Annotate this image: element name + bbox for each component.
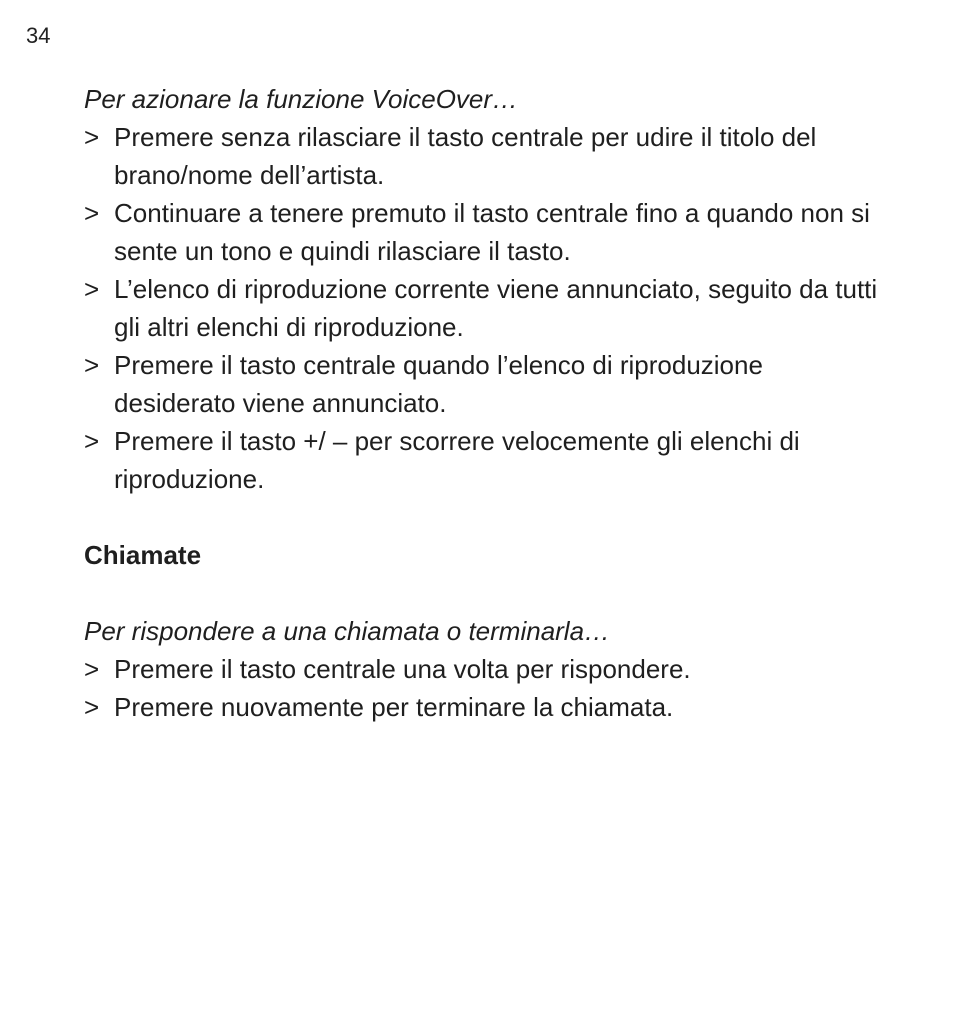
list-item bbox=[84, 194, 884, 270]
section-heading-calls: Chiamate bbox=[84, 540, 202, 570]
bullet-marker: > bbox=[84, 654, 100, 684]
page-number: 34 bbox=[26, 23, 51, 48]
step-text: Premere senza rilasciare il tasto centrale per udire il titolo del brano/nome dell’artista. bbox=[114, 122, 817, 190]
list-item bbox=[84, 118, 884, 194]
list-item bbox=[84, 688, 884, 726]
bullet-marker: > bbox=[84, 122, 100, 152]
step-text: Premere il tasto +/ – per scorrere velocemente gli elenchi di riproduzione. bbox=[114, 426, 800, 494]
bullet-marker: > bbox=[84, 350, 100, 380]
bullet-marker: > bbox=[84, 274, 100, 304]
list-item bbox=[84, 346, 884, 422]
bullet-marker: > bbox=[84, 426, 100, 456]
step-text: Premere il tasto centrale una volta per rispondere. bbox=[114, 654, 691, 684]
voiceover-steps-list bbox=[84, 118, 884, 498]
list-item bbox=[84, 270, 884, 346]
calls-intro: Per rispondere a una chiamata o terminarla… bbox=[84, 616, 611, 646]
step-text: Premere nuovamente per terminare la chiamata. bbox=[114, 692, 674, 722]
step-text: Premere il tasto centrale quando l’elenco di riproduzione desiderato viene annunciato. bbox=[114, 350, 763, 418]
calls-steps-list bbox=[84, 650, 884, 726]
list-item bbox=[84, 650, 884, 688]
step-text: L’elenco di riproduzione corrente viene annunciato, seguito da tutti gli altri elenchi di riproduzione. bbox=[114, 274, 878, 342]
step-text: Continuare a tenere premuto il tasto centrale fino a quando non si sente un tono e quindi rilasciare il tasto. bbox=[114, 198, 870, 266]
bullet-marker: > bbox=[84, 198, 100, 228]
page-content bbox=[84, 80, 884, 726]
voiceover-intro: Per azionare la funzione VoiceOver… bbox=[84, 84, 519, 114]
bullet-marker: > bbox=[84, 692, 100, 722]
list-item bbox=[84, 422, 884, 498]
